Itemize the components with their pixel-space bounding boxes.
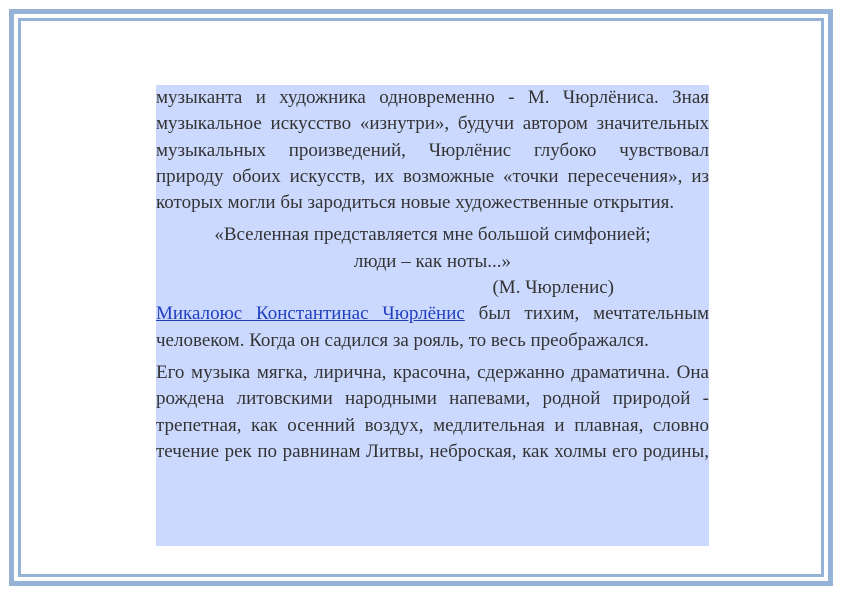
quote-author: (М. Чюрленис) — [492, 277, 614, 299]
text-box — [156, 85, 709, 546]
quote-line-1: «Вселенная представляется мне большой симфонией; — [214, 224, 651, 246]
paragraph-intro: музыканта и художника одновременно - М. Чюрлёниса. Зная музыкальное искусство «изнутри», будучи автором значительных музыкальных произведений, Чюрлёнис глубоко чувствовал природу обоих искусств, их возможные «точки пересечения», из которых могли бы зародиться новые художественные открытия. — [156, 87, 709, 214]
paragraph-music: Его музыка мягка, лирична, красочна, сдержанно драматична. Она рождена литовскими народными напевами, родной природой - трепетная, как осенний воздух, медлительная и плавная, словно течение рек по равнинам Литвы, неброская, как холмы его родины, — [156, 361, 709, 462]
paragraph-biography — [156, 301, 709, 354]
quote — [156, 222, 709, 275]
quote-line-2: люди – как ноты...» — [353, 250, 512, 272]
paragraph-biography-text: был тихим, мечтательным человеком. Когда он садился за рояль, то весь преображался. — [156, 303, 709, 351]
ciurlionis-link[interactable]: Микалоюс Константинас Чюрлёнис — [156, 303, 465, 325]
